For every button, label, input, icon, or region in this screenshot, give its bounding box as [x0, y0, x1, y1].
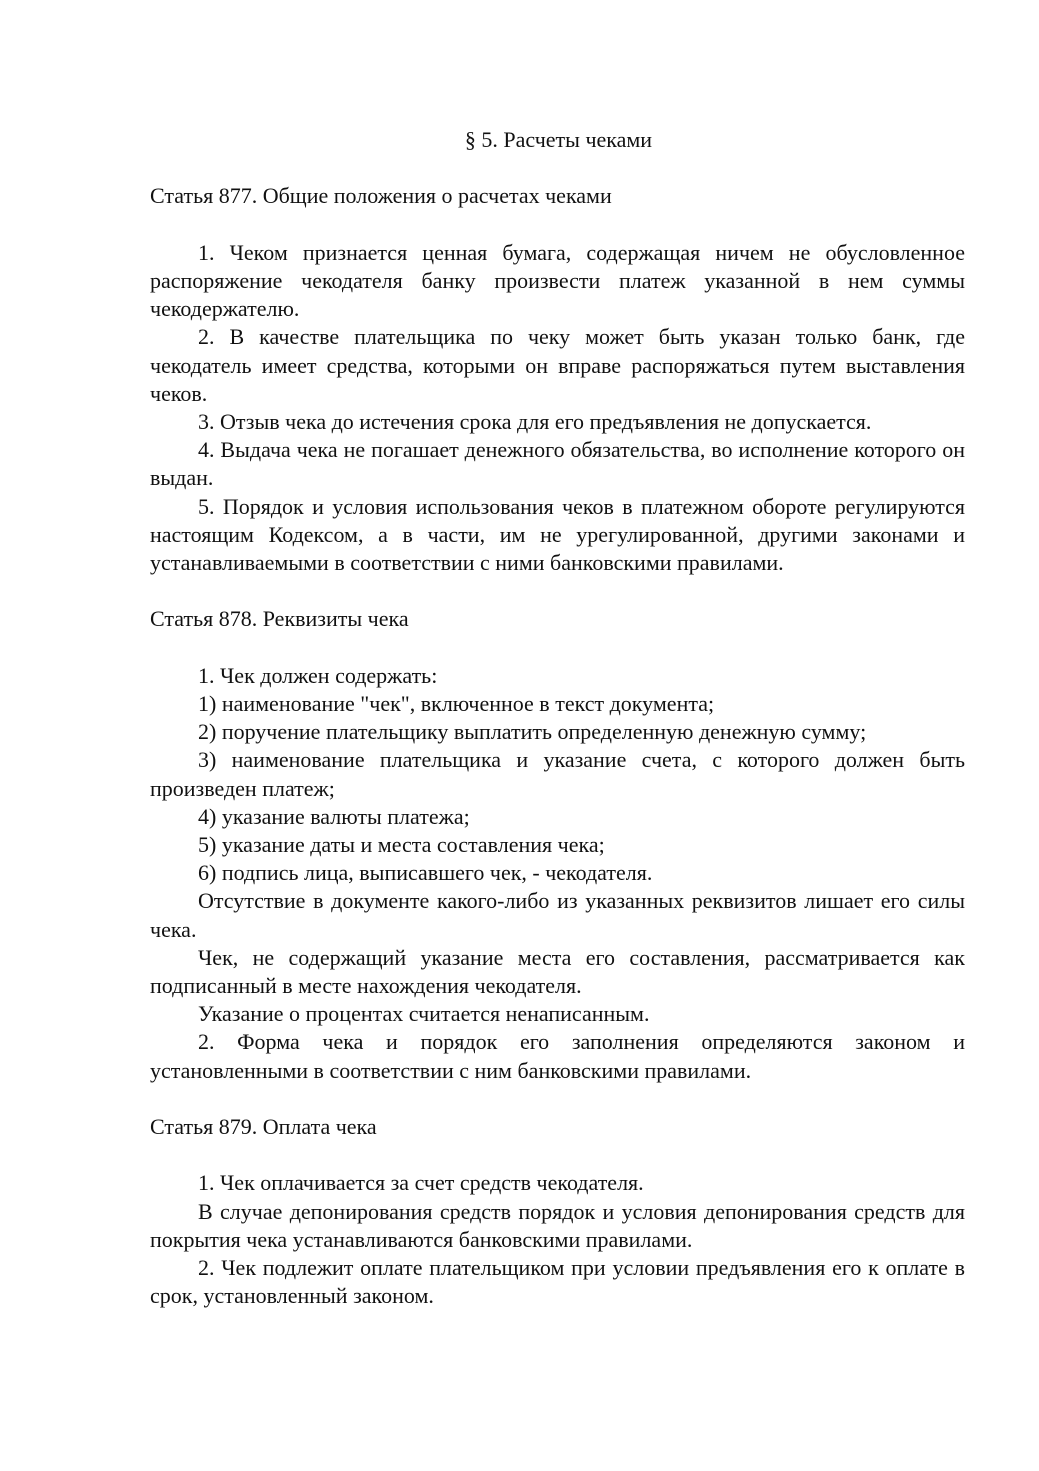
article-878-paragraph: 2. Форма чека и порядок его заполнения определяются законом и установленными в соответствии с ним банковскими правилами. [150, 1029, 965, 1083]
article-878 [150, 605, 965, 1084]
article-877-paragraph: 4. Выдача чека не погашает денежного обязательства, во исполнение которого он выдан. [150, 437, 965, 491]
article-878-paragraph: 4) указание валюты платежа; [198, 803, 470, 829]
article-878-paragraph: 1) наименование "чек", включенное в текст документа; [198, 691, 715, 716]
article-879-paragraph: В случае депонирования средств порядок и условия депонирования средств для покрытия чека устанавливаются банковскими правилами. [150, 1198, 965, 1252]
article-878-paragraph: 1. Чек должен содержать: [198, 662, 438, 688]
article-879-paragraph: 2. Чек подлежит оплате плательщиком при условии предъявления его к оплате в срок, установленный законом. [150, 1255, 965, 1309]
article-878-paragraph: Указание о процентах считается ненаписанным. [198, 1001, 650, 1027]
document-page [150, 126, 965, 1310]
article-879-title: Статья 879. Оплата чека [150, 1114, 377, 1140]
article-878-paragraph: Чек, не содержащий указание места его составления, рассматривается как подписанный в месте нахождения чекодателя. [150, 944, 965, 999]
section-title: § 5. Расчеты чеками [464, 127, 653, 152]
article-877-paragraph: 1. Чеком признается ценная бумага, содержащая ничем не обусловленное распоряжение чекодателя банку произвести платеж указанной в нем суммы чекодержателю. [150, 239, 965, 322]
article-877-paragraph: 2. В качестве плательщика по чеку может быть указан только банк, где чекодатель имеет средства, которыми он вправе распоряжаться путем выставления чеков. [150, 324, 965, 406]
article-878-paragraph: 3) наименование плательщика и указание счета, с которого должен быть произведен платеж; [150, 747, 965, 801]
article-877-paragraph: 5. Порядок и условия использования чеков в платежном обороте регулируются настоящим Кодексом, а в части, им не урегулированной, другими законами и устанавливаемыми в соответствии с ними банковскими правилами. [150, 493, 965, 576]
article-877-title: Статья 877. Общие положения о расчетах чеками [150, 183, 612, 209]
article-878-paragraph: 2) поручение плательщику выплатить определенную денежную сумму; [198, 719, 867, 745]
article-879 [150, 1113, 965, 1310]
article-878-paragraph: 6) подпись лица, выписавшего чек, - чекодателя. [198, 860, 653, 886]
article-879-paragraph: 1. Чек оплачивается за счет средств чекодателя. [198, 1170, 644, 1196]
article-877-paragraph: 3. Отзыв чека до истечения срока для его предъявления не допускается. [198, 409, 872, 434]
article-878-title: Статья 878. Реквизиты чека [150, 606, 409, 632]
article-878-paragraph: Отсутствие в документе какого-либо из указанных реквизитов лишает его силы чека. [150, 888, 965, 942]
article-877 [150, 182, 965, 577]
article-878-paragraph: 5) указание даты и места составления чека; [198, 832, 605, 858]
